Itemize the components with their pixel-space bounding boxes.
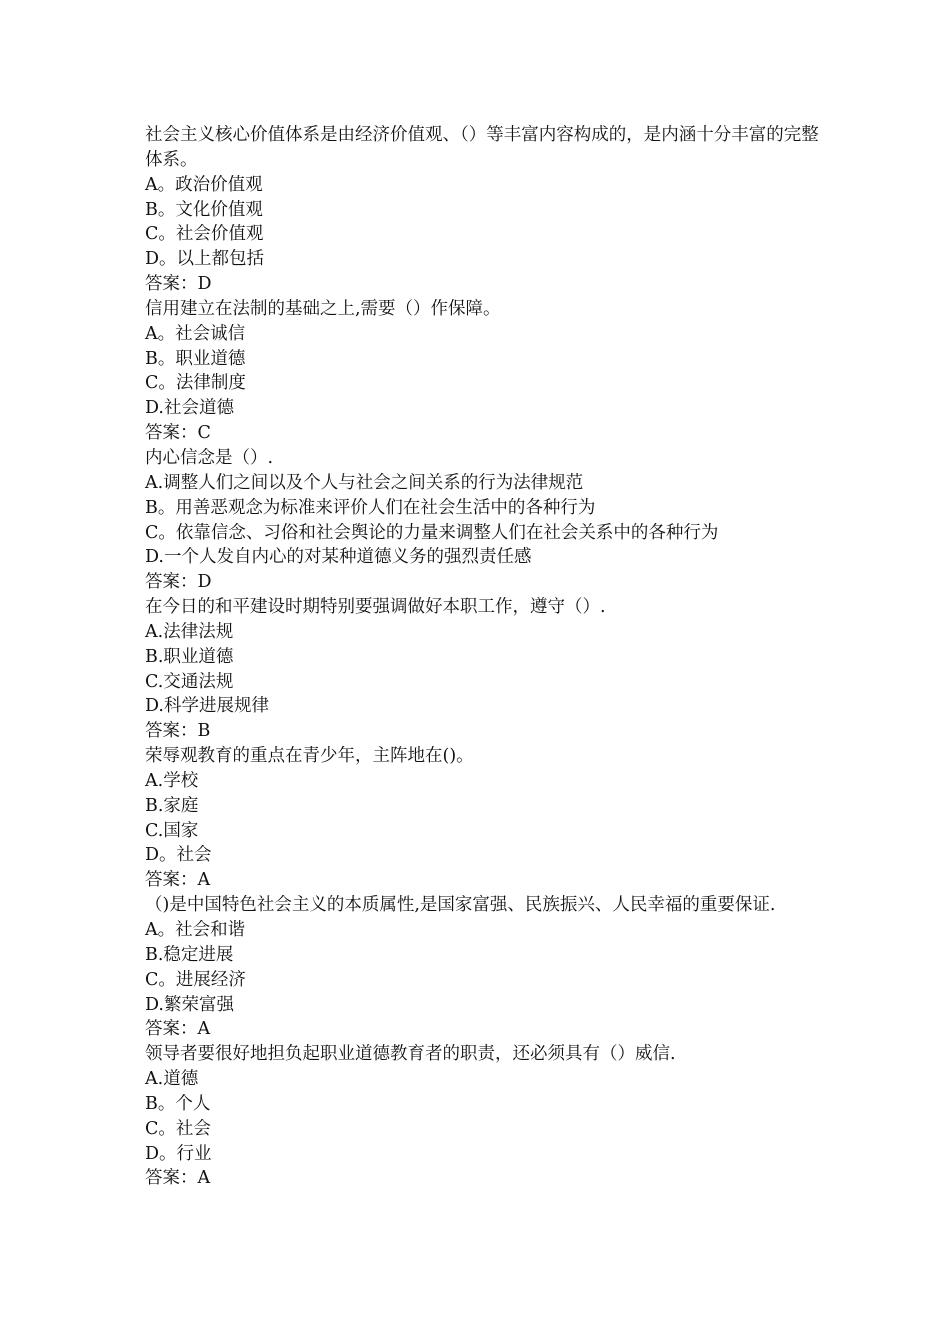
option-b: B。职业道德 [145, 348, 246, 369]
question-stem: 荣辱观教育的重点在青少年，主阵地在()。 [145, 746, 474, 767]
option-c: C。进展经济 [145, 969, 246, 990]
question-stem: 信用建立在法制的基础之上,需要（）作保障。 [145, 298, 501, 319]
option-b: B。个人 [145, 1093, 211, 1114]
option-d: D。以上都包括 [145, 249, 265, 270]
question-2 [145, 297, 825, 446]
answer: 答案：D [145, 572, 212, 593]
option-a: A.学校 [145, 770, 199, 791]
option-c: C。社会 [145, 1118, 211, 1139]
option-b: B。用善恶观念为标准来评价人们在社会生活中的各种行为 [145, 497, 596, 518]
question-stem: （)是中国特色社会主义的本质属性,是国家富强、民族振兴、人民幸福的重要保证. [145, 895, 776, 916]
option-d: D.社会道德 [145, 398, 234, 419]
question-1 [145, 123, 825, 297]
question-stem: 在今日的和平建设时期特别要强调做好本职工作，遵守（）. [145, 597, 606, 618]
option-a: A。社会和谐 [145, 920, 246, 940]
option-d: D.繁荣富强 [145, 994, 234, 1015]
answer: 答案：A [145, 1168, 211, 1189]
option-a: A。政治价值观 [145, 174, 263, 195]
question-5 [145, 744, 825, 893]
answer: 答案：A [145, 870, 211, 891]
option-d: D.科学进展规律 [145, 696, 269, 717]
question-stem: 领导者要很好地担负起职业道德教育者的职责，还必须具有（）威信. [145, 1044, 676, 1065]
answer: 答案：A [145, 1019, 211, 1040]
question-7 [145, 1042, 825, 1191]
document-body [145, 123, 825, 1191]
question-6 [145, 893, 825, 1042]
answer: 答案：D [145, 274, 212, 295]
option-a: A.道德 [145, 1069, 199, 1090]
option-b: B。文化价值观 [145, 199, 263, 220]
option-a: A。社会诚信 [145, 323, 246, 344]
option-b: B.家庭 [145, 795, 199, 816]
option-b: B.稳定进展 [145, 944, 234, 965]
option-c: C。法律制度 [145, 373, 246, 394]
question-stem: 内心信念是（）. [145, 447, 274, 468]
question-3 [145, 446, 825, 595]
option-d: D。行业 [145, 1143, 212, 1164]
option-b: B.职业道德 [145, 646, 234, 667]
option-c: C。社会价值观 [145, 224, 264, 245]
answer: 答案：C [145, 423, 211, 444]
option-d: D.一个人发自内心的对某种道德义务的强烈责任感 [145, 547, 532, 568]
question-4 [145, 595, 825, 744]
option-c: C.交通法规 [145, 671, 234, 692]
question-stem: 社会主义核心价值体系是由经济价值观、（）等丰富内容构成的，是内涵十分丰富的完整体系。 [145, 125, 819, 170]
answer: 答案：B [145, 721, 211, 742]
option-c: C。依靠信念、习俗和社会舆论的力量来调整人们在社会关系中的各种行为 [145, 522, 719, 543]
option-a: A.调整人们之间以及个人与社会之间关系的行为法律规范 [145, 472, 584, 493]
option-a: A.法律法规 [145, 621, 234, 642]
option-d: D。社会 [145, 845, 212, 866]
option-c: C.国家 [145, 820, 199, 841]
